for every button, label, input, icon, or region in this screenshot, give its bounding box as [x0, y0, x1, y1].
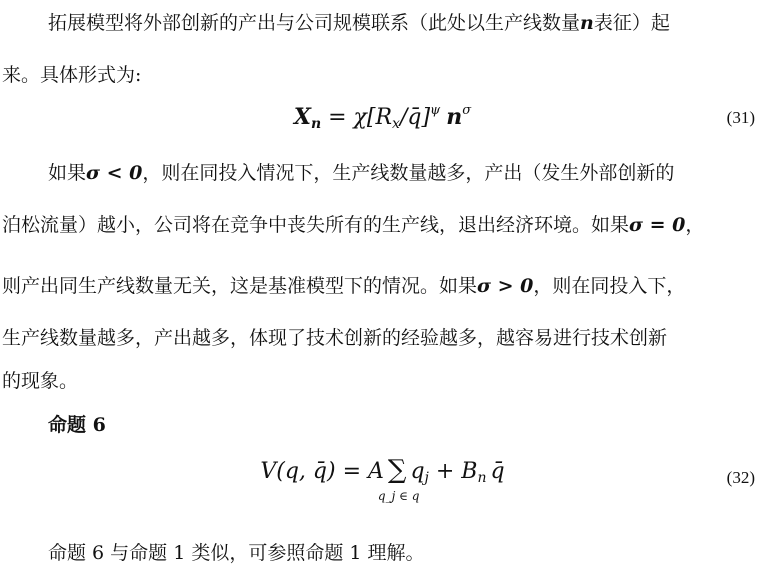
eq-sup: σ — [462, 103, 472, 118]
equation-31 — [0, 103, 765, 132]
text-segment: ，则在同投入情况下，生产线数量越多，产出（发生外部创新的 — [142, 162, 675, 184]
eq-sub: n — [477, 470, 487, 486]
eq-term: q̄ — [490, 459, 505, 484]
text-segment: ，则在同投入下， — [533, 275, 686, 297]
eq-sup: ψ — [430, 103, 441, 118]
condition-sigma: σ < 0 — [86, 162, 143, 184]
sum-sign: ∑ — [387, 455, 407, 485]
text-segment: 如果 — [48, 162, 87, 184]
text-segment: 表征）起 — [593, 12, 670, 34]
paragraph2-line4: 生产线数量越多，产出越多，体现了技术创新的经验越多，越容易进行技术创新 — [2, 327, 668, 349]
eq-term: q — [410, 459, 425, 484]
eq-n: n — [446, 104, 463, 130]
eq-body: + B — [428, 459, 478, 484]
summation-symbol — [377, 455, 420, 503]
eq-sub: n — [310, 116, 322, 132]
condition-sigma: σ = 0 — [629, 214, 686, 236]
closing-line: 命题 6 与命题 1 类似，可参照命题 1 理解。 — [48, 542, 425, 564]
proposition-heading: 命题 6 — [48, 414, 106, 436]
equation-32 — [0, 455, 765, 503]
symbol-n: n — [580, 12, 594, 34]
eq-sub: x — [392, 116, 400, 132]
eq-sub: j — [424, 470, 429, 486]
paragraph2-line1 — [48, 158, 765, 185]
paragraph2-line3 — [2, 271, 765, 298]
eq-body: /q̄] — [399, 105, 431, 130]
text-segment: 则产出同生产线数量无关，这是基准模型下的情况。如果 — [2, 275, 478, 297]
paragraph1-line1 — [48, 8, 765, 35]
eq-lhs: X — [293, 104, 311, 130]
text-segment: ， — [685, 214, 705, 236]
condition-sigma: σ > 0 — [477, 275, 534, 297]
paragraph1-line2: 来。具体形式为: — [2, 64, 142, 86]
text-segment: 泊松流量）越小，公司将在竞争中丧失所有的生产线，退出经济环境。如果 — [2, 214, 630, 236]
paragraph2-line2 — [2, 210, 765, 237]
paragraph2-line5: 的现象。 — [2, 370, 79, 392]
sum-subscript: q_j ∈ q — [377, 489, 420, 503]
text-segment: 拓展模型将外部创新的产出与公司规模联系（此处以生产线数量 — [48, 12, 581, 34]
equation-number-32: (32) — [726, 468, 755, 487]
equation-number-31: (31) — [726, 108, 755, 127]
eq-lhs: V(q, q̄) = A — [260, 459, 384, 484]
eq-body: = χ[R — [321, 105, 393, 130]
